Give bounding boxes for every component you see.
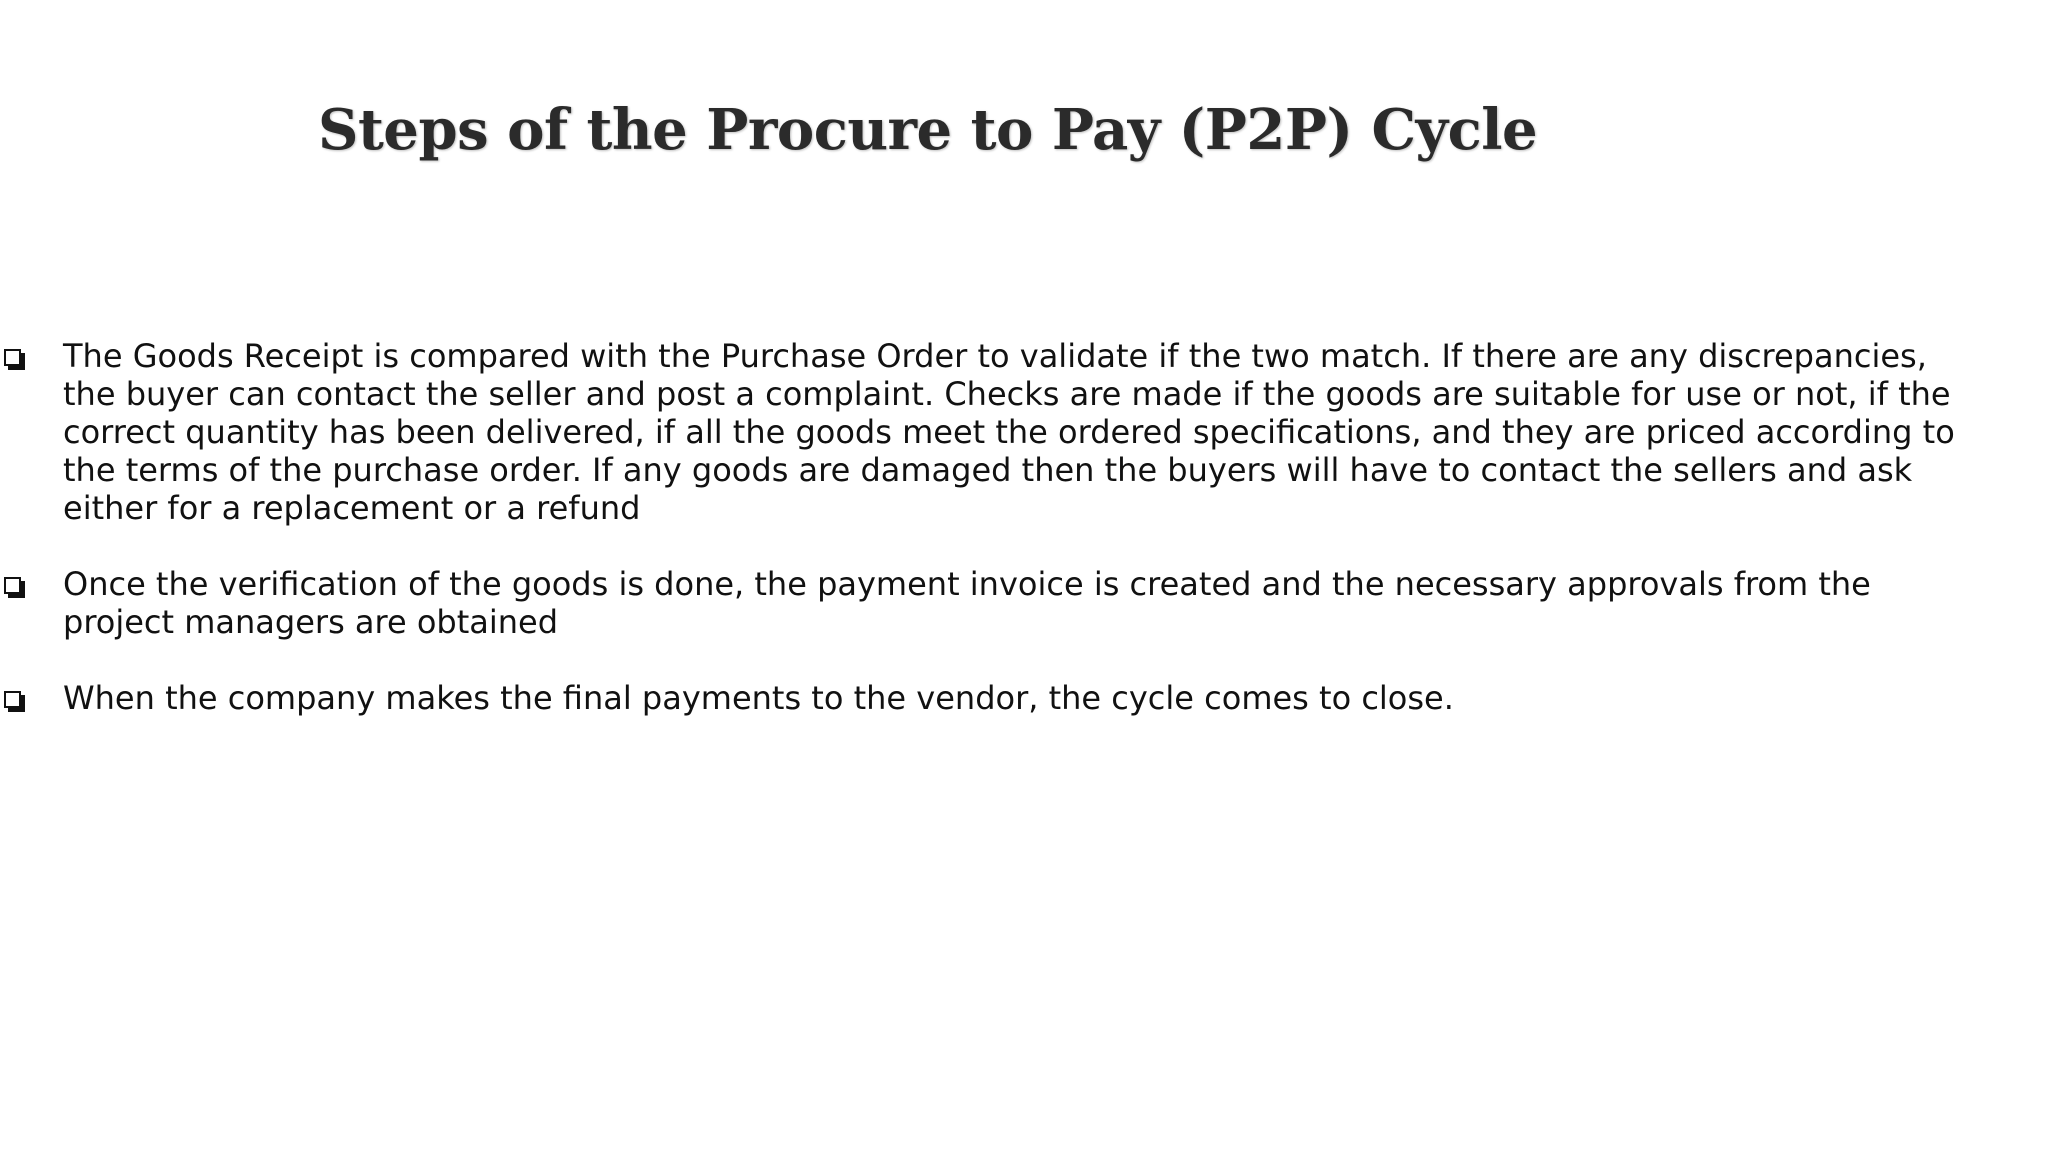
bullet-text: The Goods Receipt is compared with the Purchase Order to validate if the two match. If there are any discrepancies, the buyer can contact the seller and post a complaint. Checks are made if the goods are suitable for use or not, if the correct quantity has been delivered, if all the goods meet the ordered specifications, and they are priced according to the terms of the purchase order. If any goods are damaged then the buyers will have to contact the sellers and ask either for a replacement or a refund — [63, 337, 1955, 527]
hollow-square-bullet-icon — [4, 577, 21, 594]
bullet-list — [0, 337, 1985, 755]
list-item — [0, 337, 1985, 527]
hollow-square-bullet-icon — [4, 349, 21, 366]
list-item — [0, 565, 1985, 641]
list-item — [0, 679, 1985, 717]
slide-title: Steps of the Procure to Pay (P2P) Cycle — [318, 97, 1538, 163]
bullet-text: Once the verification of the goods is done, the payment invoice is created and the necessary approvals from the project managers are obtained — [63, 565, 1871, 641]
hollow-square-bullet-icon — [4, 691, 21, 708]
bullet-text: When the company makes the final payments to the vendor, the cycle comes to close. — [63, 679, 1454, 717]
